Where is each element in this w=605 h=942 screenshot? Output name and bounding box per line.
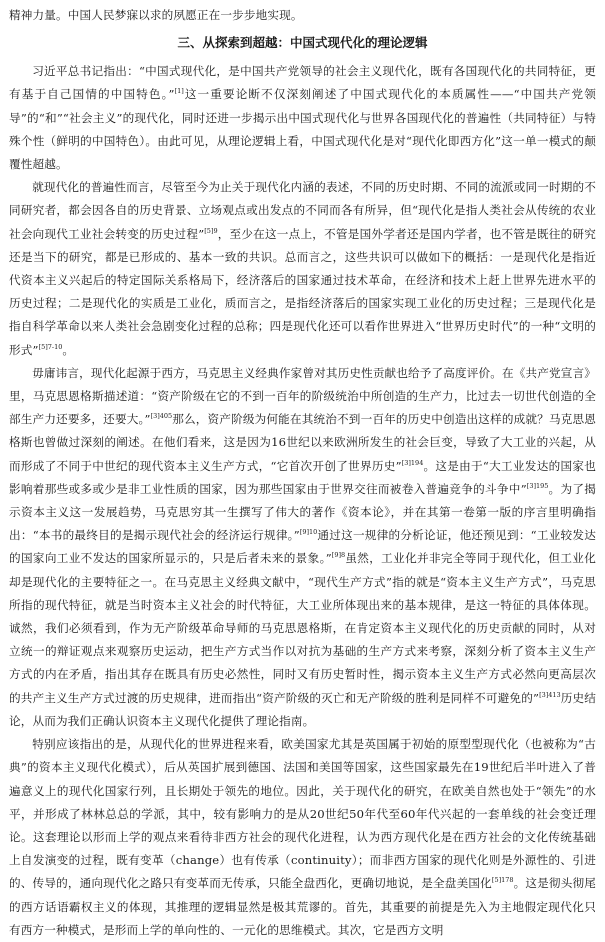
text-run: 那么，资产阶级为何能在其统治不到一百年的历史中创造出这样的成就？马克思恩格斯也曾做过深刻的阐述。在他们看来，这是因为16世纪以来欧洲所发生的社会巨变，导致了大工业的兴起，从而形成了不同于中世纪的现代资本主义生产方式，“它首次开创了世界历史” bbox=[9, 412, 597, 473]
carryover-line: 精神力量。中国人民梦寐以求的夙愿正在一步步地实现。 bbox=[9, 8, 303, 22]
citation-mark: [3]413 bbox=[539, 690, 561, 699]
text-run: 这一重要论断不仅深刻阐述了中国式现代化的本质属性——“中国共产党领导”的“和”“社会主义”的现代化，同时还进一步揭示出中国式现代化与世界各国现代化的普遍性（共同特征）与特殊个性（鲜明的中国特色）。由此可见，从理论逻辑上看，中国式现代化是对“现代化即西方化”这一单一模式的颠覆性超越。 bbox=[9, 87, 596, 172]
text-run: 历史结论，从而为我们正确认识资本主义现代化提供了理论指南。 bbox=[9, 690, 596, 728]
text-run: 就现代化的普遍性而言，尽管至今为止关于现代化内涵的表述，不同的历史时期、不同的流派或同一时期的不同研究者，都会因各自的历史背景、立场观点或出发点的不同而各有所异，但“现代化是指人类社会从传统的农业社会向现代工业社会转变的历史过程” bbox=[9, 180, 596, 241]
text-run: 。 bbox=[62, 342, 75, 357]
citation-mark: [1] bbox=[174, 87, 184, 96]
citation-mark: [5]7-10 bbox=[38, 342, 63, 351]
citation-mark: [9]10 bbox=[299, 528, 318, 537]
citation-mark: [5]9 bbox=[204, 226, 218, 235]
citation-mark: [5]178 bbox=[491, 876, 514, 885]
paragraph-3 bbox=[9, 362, 596, 733]
text-run: 习近平总书记指出：“中国式现代化，是中国共产党领导的社会主义现代化，既有各国现代化的共同特征，更有基于自己国情的中国特色。” bbox=[9, 64, 596, 102]
citation-mark: [9]8 bbox=[331, 551, 346, 560]
section-heading: 三、从探索到超越：中国式现代化的理论逻辑 bbox=[177, 35, 428, 51]
paragraph-4 bbox=[9, 733, 596, 942]
citation-mark: [3]405 bbox=[150, 412, 173, 421]
paragraph-2 bbox=[9, 176, 596, 362]
text-run: 毋庸讳言，现代化起源于西方，马克思主义经典作家曾对其历史性贡献也给予了高度评价。在《共产党宣言》里，马克思恩格斯描述道：“资产阶级在它的不到一百年的阶级统治中所创造的生产力，比过去一切世代创造的全部生产力还要多，还要大。” bbox=[9, 365, 596, 427]
text-run: 。这是由于“大工业发达的国家也影响着那些或多或少是非工业性质的国家，因为那些国家由于世界交往而被卷入普遍竞争的斗争中” bbox=[9, 458, 596, 496]
citation-mark: [3]194 bbox=[401, 458, 424, 467]
text-run: ，至少在这一点上，不管是国外学者还是国内学者，也不管是既往的研究还是当下的研究，都是已形成的、基本一致的共识。总而言之，这些共识可以做如下的概括：一是现代化是指近代资本主义兴起后的特定国际关系格局下，经济落后的国家通过技术革命，在经济和技术上赶上世界先进水平的历史过程；二是现代化的实质是工业化，质而言之，是指经济落后的国家实现工业化的历史过程；三是现代化是指自科学革命以来人类社会急剧变化过程的总称；四是现代化还可以看作世界进入“世界历史时代”的一种“文明的形式” bbox=[9, 226, 596, 357]
text-run: 通过这一规律的分析论证，他还预见到：“工业较发达的国家向工业不发达的国家所显示的，只是后者未来的景象。” bbox=[9, 528, 596, 566]
text-run: 。这是彻头彻尾的西方话语霸权主义的体现，其推理的逻辑显然是极其荒谬的。首先，其重要的前提是先入为主地假定现代化只有西方一种模式，是形而上学的单向性的、一元化的思维模式。其次，它是西方文明 bbox=[9, 876, 596, 937]
paragraph-1 bbox=[9, 60, 596, 176]
citation-mark: [3]195 bbox=[526, 482, 549, 490]
text-run: 。为了揭示资本主义这一发展趋势，马克思穷其一生撰写了伟大的著作《资本论》，并在其第一卷第一版的序言里明确指出：“本书的最终目的是揭示现代社会的经济运行规律。” bbox=[9, 481, 597, 543]
text-run: 特别应该指出的是，从现代化的世界进程来看，欧美国家尤其是英国属于初始的原型型现代化（也被称为“古典”的资本主义现代化模式），后从英国扩展到德国、法国和美国等国家，这些国家最先在19世纪后半叶进入了普遍意义上的现代化国家行列，且长期处于领先的地位。因此，关于现代化的研究，在欧美自然也处于“领先”的水平，并形成了林林总总的学派，其中，较有影响力的是从20世纪50年代至60年代兴起的一套单线的社会变迁理论。这套理论以形而上学的观点来看待非西方社会的现代化进程，认为西方现代化是在西方社会的文化传统基础上自发演变的过程，既有变革（change）也有传承（continuity）；而非西方国家的现代化则是外源性的、引进的、传导的，通向现代化之路只有变革而无传承，只能全盘西化，更确切地说，是全盘美国化 bbox=[9, 737, 596, 891]
text-run: 虽然，工业化并非完全等同于现代化，但工业化却是现代化的主要特征之一。在马克思主义经典文献中，“现代生产方式”指的就是“资本主义生产方式”，马克思所指的现代特征，就是当时资本主义社会的时代特征，大工业所体现出来的基本规律，是这一特征的具体体现。诚然，我们必须看到，作为无产阶级革命导师的马克思恩格斯，在肯定资本主义现代化的历史贡献的同时，从对立统一的辩证观点来观察历史运动，把生产方式当作以对抗为基础的生产方式来考察，深刻分析了资本主义生产方式的内在矛盾，指出其存在既具有历史必然性，同时又有历史暂时性，揭示资本主义生产方式必然向更高层次的共产主义生产方式过渡的历史规律，进而指出“资产阶级的灭亡和无产阶级的胜利是同样不可避免的” bbox=[9, 551, 596, 705]
